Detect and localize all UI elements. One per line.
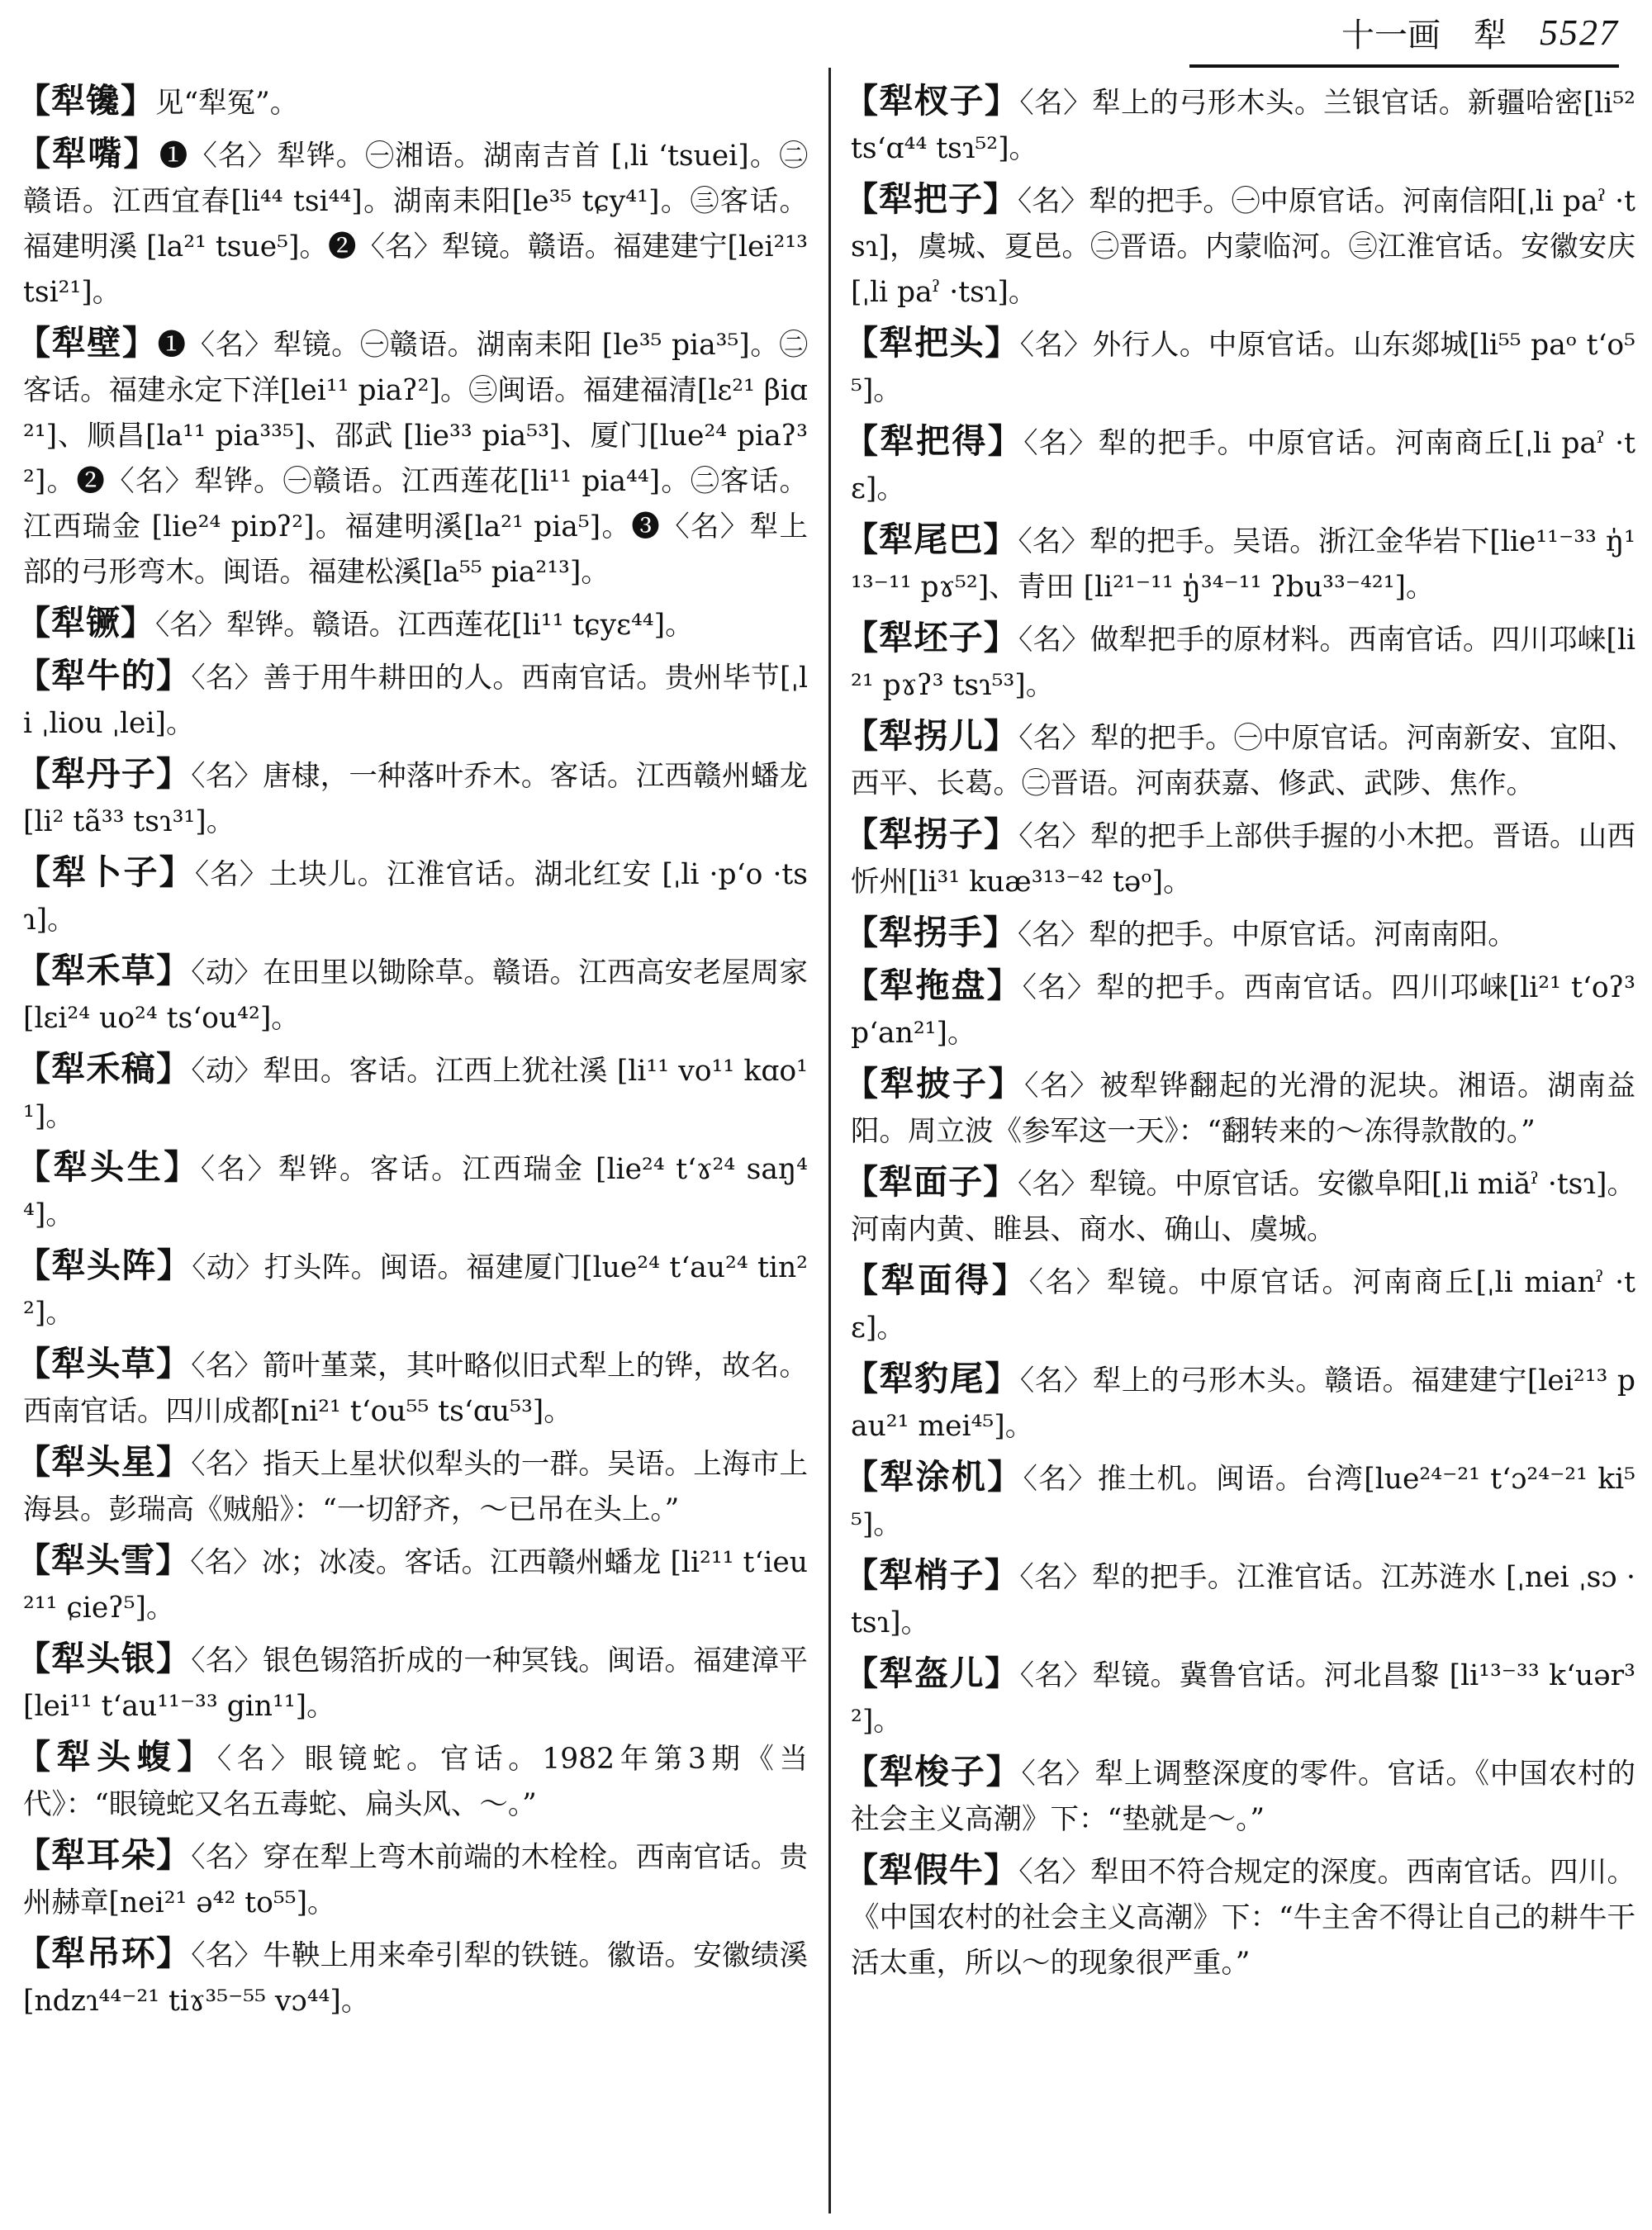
dictionary-entry <box>844 78 1636 172</box>
entry-definition: 〈名〉眼镜蛇。官话。1982年第3期《当代》：“眼镜蛇又名五毒蛇、扁头风、～。” <box>23 1743 809 1821</box>
entry-definition: 〈名〉犁的把手。㊀中原官话。河南信阳[ˌli paˀ ·tsɿ]，虞城、夏邑。㊁晋语。内蒙临河。㊂江淮官话。安徽安庆 [ˌli paˀ ·tsɿ]。 <box>851 185 1635 309</box>
entry-headword: 【犁把得】 <box>844 421 1024 461</box>
entry-headword: 【犁壁】 <box>17 323 158 363</box>
dictionary-entry <box>844 1553 1635 1646</box>
dictionary-entry <box>17 131 809 316</box>
dictionary-entry <box>17 1931 808 2024</box>
entry-headword: 【犁梢子】 <box>844 1555 1020 1595</box>
dictionary-entry <box>844 1651 1636 1744</box>
entry-definition: 〈名〉犁的把手。㊀中原官话。河南新安、宜阳、西平、长葛。㊁晋语。河南获嘉、修武、武陟、焦作。 <box>851 722 1635 800</box>
entry-headword: 【犁拖盘】 <box>844 966 1023 1005</box>
entry-headword: 【犁头星】 <box>17 1442 192 1482</box>
entry-headword: 【犁拐手】 <box>844 913 1018 952</box>
dictionary-entry <box>844 812 1635 905</box>
entry-headword: 【犁涂机】 <box>844 1457 1023 1497</box>
entry-headword: 【犁禾稿】 <box>17 1049 192 1089</box>
dictionary-entry <box>844 517 1636 610</box>
entry-headword: 【犁披子】 <box>844 1064 1025 1103</box>
dictionary-entry <box>17 948 808 1041</box>
dictionary-entry <box>844 1749 1636 1843</box>
dictionary-entry <box>17 1243 809 1336</box>
dictionary-entry <box>844 1848 1635 1986</box>
dictionary-entry <box>17 320 808 595</box>
entry-headword: 【犁牛的】 <box>17 656 192 695</box>
entry-definition: 〈动〉打头阵。闽语。福建厦门[lue²⁴ tʻau²⁴ tin²²]。 <box>23 1251 809 1330</box>
column-divider <box>828 68 831 2213</box>
dictionary-entry <box>17 600 808 648</box>
entry-definition: 〈名〉唐棣，一种落叶乔木。客话。江西赣州蟠龙[li² tã³³ tsɿ³¹]。 <box>23 760 808 838</box>
dictionary-entry <box>844 1160 1635 1253</box>
entry-definition: 〈名〉犁铧。赣语。江西莲花[li¹¹ tɕyɛ⁴⁴]。 <box>155 609 694 642</box>
entry-headword: 【犁豹尾】 <box>844 1359 1020 1398</box>
entry-headword: 【犁杈子】 <box>844 81 1020 121</box>
dictionary-entry <box>844 910 1635 958</box>
entry-headword: 【犁头银】 <box>17 1639 192 1678</box>
entry-definition: 〈名〉土块儿。江淮官话。湖北红安 [ˌli ·pʻo ·tsɿ]。 <box>23 858 809 937</box>
dictionary-entry <box>17 1636 808 1729</box>
dictionary-entry <box>844 1061 1636 1155</box>
page-number: 5527 <box>1540 12 1619 53</box>
entry-definition: 〈名〉箭叶堇菜，其叶略似旧式犁上的铧，故名。西南官话。四川成都[ni²¹ tʻou⁵⁵ tsʻɑu⁵³]。 <box>23 1350 808 1428</box>
entry-definition: 〈名〉犁铧。客话。江西瑞金 [lie²⁴ tʻɤ²⁴ saŋ⁴⁴]。 <box>23 1153 809 1231</box>
entry-definition: 〈名〉推土机。闽语。台湾[lue²⁴⁻²¹ tʻɔ²⁴⁻²¹ ki⁵⁵]。 <box>851 1463 1635 1541</box>
dictionary-entry <box>17 1833 808 1926</box>
entry-definition: 〈动〉犁田。客话。江西上犹社溪 [li¹¹ vo¹¹ kɑo¹¹]。 <box>23 1055 808 1133</box>
entry-definition: 〈名〉犁上的弓形木头。赣语。福建建宁[lei²¹³ pau²¹ mei⁴⁵]。 <box>851 1364 1635 1443</box>
dictionary-entry <box>844 1258 1636 1351</box>
entry-headword: 【犁坯子】 <box>844 618 1019 657</box>
entry-definition: 〈名〉银色锡箔折成的一种冥钱。闽语。福建漳平[lei¹¹ tʻau¹¹⁻³³ gin¹¹]。 <box>23 1644 808 1723</box>
entry-headword: 【犁把子】 <box>844 179 1018 219</box>
dictionary-entry <box>844 177 1635 316</box>
entry-headword: 【犁头雪】 <box>17 1540 191 1580</box>
entry-definition: 〈名〉犁的把手上部供手握的小木把。晋语。山西忻州[li³¹ kuæ³¹³⁻⁴² təᵒ]。 <box>851 820 1635 899</box>
entry-headword: 【犁盔儿】 <box>844 1654 1020 1693</box>
dictionary-entry <box>17 1341 808 1435</box>
entry-definition: 〈名〉犁上调整深度的零件。官话。《中国农村的社会主义高潮》下：“垫就是～。” <box>851 1758 1636 1836</box>
left-column <box>17 78 809 2029</box>
dictionary-entry <box>844 320 1636 414</box>
dictionary-entry <box>844 615 1636 709</box>
dictionary-entry <box>17 1440 808 1533</box>
entry-headword: 【犁吊环】 <box>17 1933 192 1973</box>
entry-definition: 〈名〉做犁把手的原材料。西南官话。四川邛崃[li²¹ pɤʔ³ tsɿ⁵³]。 <box>851 624 1636 702</box>
entry-headword: 【犁丹子】 <box>17 754 192 794</box>
entry-definition: 〈名〉犁镜。中原官话。河南商丘[ˌli mianˀ ·tɛ]。 <box>851 1266 1636 1345</box>
entry-definition: 〈名〉犁镜。中原官话。安徽阜阳[ˌli miăˀ ·tsɿ]。河南内黄、睢县、商水、确山、虞城。 <box>851 1168 1635 1246</box>
dictionary-entry <box>17 653 809 747</box>
entry-headword: 【犁耳朵】 <box>17 1835 192 1875</box>
entry-headword: 【犁镵】 <box>17 81 155 121</box>
entry-headword: 【犁拐儿】 <box>844 716 1019 756</box>
header-char: 犁 <box>1474 16 1507 55</box>
entry-definition: 〈名〉犁的把手。中原官话。河南南阳。 <box>1018 918 1517 951</box>
entry-definition: ❶〈名〉犁镜。㊀赣语。湖南耒阳 [le³⁵ pia³⁵]。㊁客话。福建永定下洋[lei¹¹ piaʔ²]。㊂闽语。福建福清[lɛ²¹ βiɑ²¹]、顺昌[la¹¹ pia³³⁵]、邵武 [lie³³ pia⁵³]、厦门[lue²⁴ piaʔ³²]。❷〈名〉犁铧。㊀赣语。江西莲花[li¹¹ pia⁴⁴]。㊁客话。江西瑞金 [lie²⁴ piɒʔ²]。福建明溪[la²¹ pia⁵]。❸〈名〉犁上部的弓形弯木。闽语。福建松溪[la⁵⁵ pia²¹³]。 <box>23 329 808 589</box>
entry-headword: 【犁头蝮】 <box>17 1737 217 1777</box>
entry-headword: 【犁头阵】 <box>17 1245 192 1285</box>
entry-definition: 〈名〉善于用牛耕田的人。西南官话。贵州毕节[ˌli ˌliou ˌlei]。 <box>23 662 809 740</box>
entry-definition: 〈名〉犁的把手。江淮官话。江苏涟水 [ˌnei ˌsɔ ·tsɿ]。 <box>851 1561 1635 1639</box>
entry-definition: 〈名〉冰；冰凌。客话。江西赣州蟠龙 [li²¹¹ tʻieu²¹¹ ɕieʔ⁵]。 <box>23 1546 809 1625</box>
entry-definition: 〈名〉被犁铧翻起的光滑的泥块。湘语。湖南益阳。周立波《参军这一天》：“翻转来的～冻得款散的。” <box>851 1070 1636 1148</box>
entry-definition: 〈动〉在田里以锄除草。赣语。江西高安老屋周家[lɛi²⁴ uo²⁴ tsʻou⁴²]。 <box>23 956 808 1035</box>
entry-headword: 【犁梭子】 <box>844 1752 1022 1791</box>
dictionary-entry <box>17 752 808 845</box>
dictionary-entry <box>17 1046 808 1140</box>
entry-headword: 【犁假牛】 <box>844 1850 1019 1890</box>
dictionary-entry <box>844 1356 1635 1450</box>
entry-definition: 〈名〉犁的把手。中原官话。河南商丘[ˌli paˀ ·tɛ]。 <box>851 427 1635 505</box>
dictionary-entry <box>17 1145 809 1238</box>
entry-definition: 〈名〉犁上的弓形木头。兰银官话。新疆哈密[li⁵² tsʻɑ⁴⁴ tsɿ⁵²]。 <box>851 87 1636 165</box>
page-header <box>1189 0 1619 68</box>
dictionary-entry <box>844 963 1635 1056</box>
entry-headword: 【犁拐子】 <box>844 814 1019 854</box>
dictionary-entry <box>844 419 1635 512</box>
dictionary-entry <box>844 1454 1635 1548</box>
entry-definition: ❶〈名〉犁铧。㊀湘语。湖南吉首 [ˌli ʻtsuei]。㊁赣语。江西宜春[li⁴⁴ tsi⁴⁴]。湖南耒阳[le³⁵ tɕy⁴¹]。㊂客话。福建明溪 [la²¹ tsue⁵]。❷〈名〉犁镜。赣语。福建建宁[lei²¹³ tsi²¹]。 <box>23 140 809 309</box>
dictionary-entry <box>844 714 1635 807</box>
entry-headword: 【犁面得】 <box>844 1260 1029 1300</box>
entry-headword: 【犁禾草】 <box>17 951 192 990</box>
entry-definition: 〈名〉外行人。中原官话。山东郯城[li⁵⁵ paᵒ tʻo⁵⁵]。 <box>851 329 1636 407</box>
dictionary-entry <box>17 1734 809 1828</box>
entry-headword: 【犁把头】 <box>844 323 1020 363</box>
entry-definition: 〈名〉犁田不符合规定的深度。西南官话。四川。《中国农村的社会主义高潮》下：“牛主舍不得让自己的耕牛干活太重，所以～的现象很严重。” <box>851 1856 1635 1980</box>
entry-headword: 【犁头草】 <box>17 1344 192 1383</box>
entry-definition: 〈名〉穿在犁上弯木前端的木栓栓。西南官话。贵州赫章[nei²¹ ə⁴² to⁵⁵]。 <box>23 1841 808 1919</box>
entry-definition: 〈名〉犁镜。冀鲁官话。河北昌黎 [li¹³⁻³³ kʻuər³²]。 <box>851 1659 1636 1738</box>
entry-definition: 〈名〉犁的把手。西南官话。四川邛崃[li²¹ tʻoʔ³ pʻan²¹]。 <box>851 971 1635 1050</box>
dictionary-entry <box>17 1538 809 1631</box>
entry-headword: 【犁头生】 <box>17 1147 201 1187</box>
entry-headword: 【犁镢】 <box>17 603 155 643</box>
dictionary-entry <box>17 850 809 943</box>
entry-definition: 见“犁冤”。 <box>155 87 299 120</box>
entry-headword: 【犁嘴】 <box>17 134 159 173</box>
dictionary-entry <box>17 78 808 126</box>
header-section: 十一画 <box>1341 16 1441 55</box>
entry-headword: 【犁面子】 <box>844 1162 1018 1202</box>
entry-definition: 〈名〉指天上星状似犁头的一群。吴语。上海市上海县。彭瑞高《贼船》：“一切舒齐，～已吊在头上。” <box>23 1448 808 1526</box>
entry-headword: 【犁卜子】 <box>17 852 195 892</box>
entry-headword: 【犁尾巴】 <box>844 520 1018 559</box>
entry-definition: 〈名〉牛鞅上用来牵引犁的铁链。徽语。安徽绩溪[ndzɿ⁴⁴⁻²¹ tiɤ³⁵⁻⁵⁵ vɔ⁴⁴]。 <box>23 1939 808 2018</box>
right-column <box>844 78 1636 1991</box>
entry-definition: 〈名〉犁的把手。吴语。浙江金华岩下[lie¹¹⁻³³ ŋ̍¹¹³⁻¹¹ pɤ⁵²]、青田 [li²¹⁻¹¹ ŋ̍³⁴⁻¹¹ ʔbu³³⁻⁴²¹]。 <box>851 525 1636 604</box>
